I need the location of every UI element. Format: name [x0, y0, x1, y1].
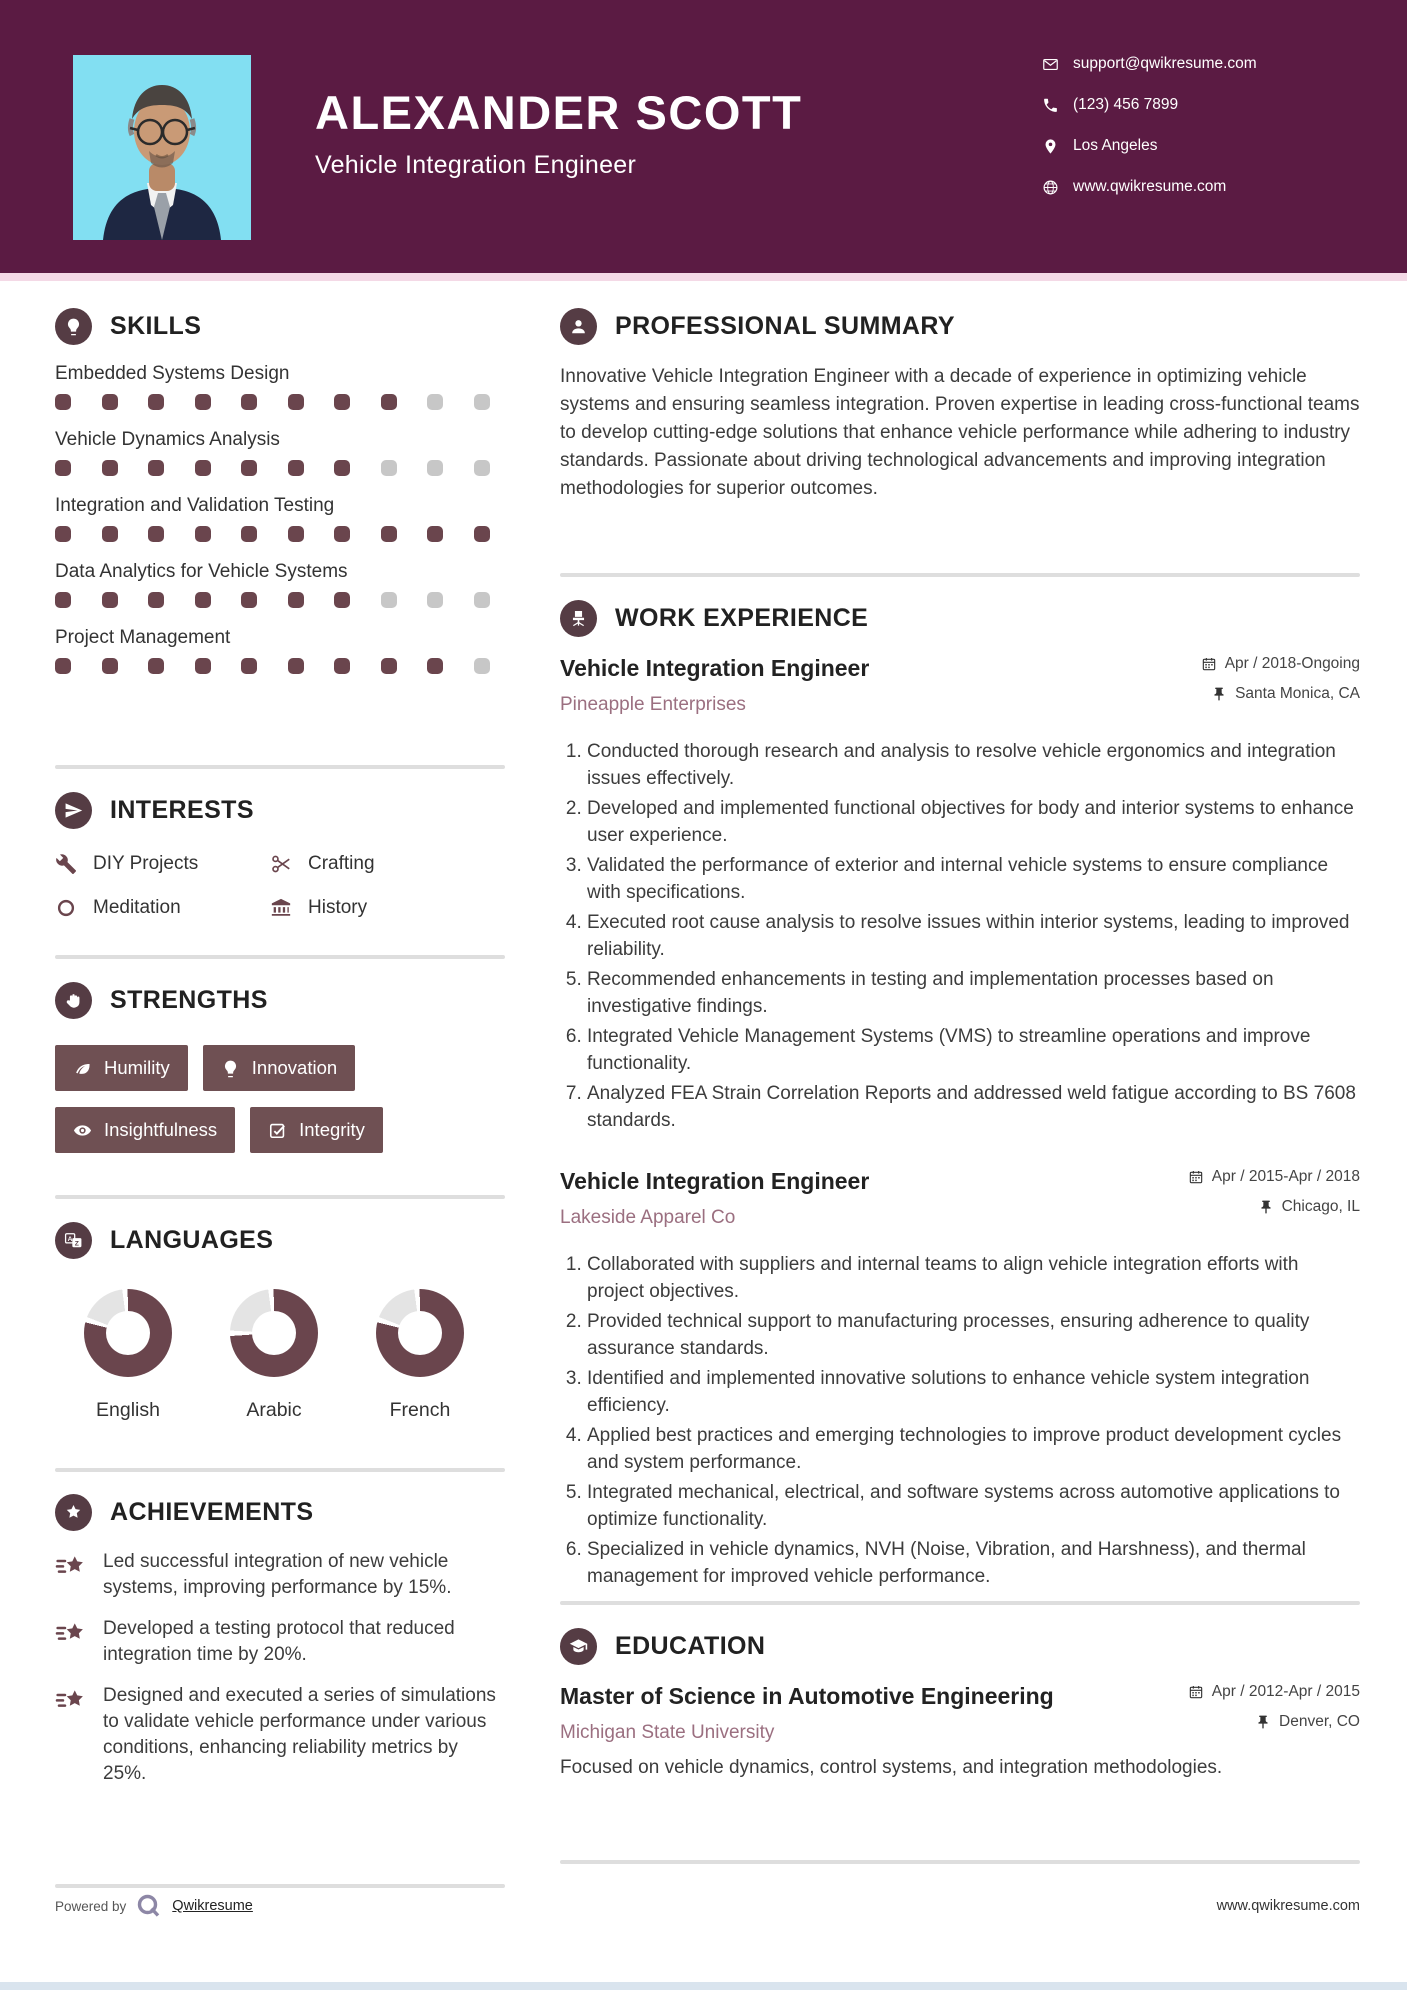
job-bullet: 5. Recommended enhancements in testing and implementation processes based on investigative findings.: [587, 966, 1360, 1020]
languages-section: [55, 1222, 505, 1422]
circle-icon: [55, 897, 77, 919]
achievement-item: [55, 1616, 505, 1668]
person-role: Vehicle Integration Engineer: [315, 151, 637, 180]
footer-website[interactable]: www.qwikresume.com: [1216, 1898, 1360, 1914]
shooting-star-icon: [55, 1551, 87, 1583]
language-donut-chart: [230, 1289, 318, 1377]
rating-dot-filled: [334, 658, 350, 674]
skill-rating: [55, 592, 490, 608]
job-company: Lakeside Apparel Co: [560, 1207, 736, 1228]
rating-dot-filled: [195, 658, 211, 674]
job-bullet: 6. Specialized in vehicle dynamics, NVH (Noise, Vibration, and Harshness), and thermal management for improved vehicle performance.: [587, 1536, 1360, 1590]
eye-icon: [73, 1121, 92, 1140]
job-bullet: 5. Integrated mechanical, electrical, and software systems across automotive applications to optimize functionality.: [587, 1479, 1360, 1533]
contact-text: (123) 456 7899: [1073, 96, 1179, 113]
rating-dot-filled: [102, 460, 118, 476]
powered-by-text: Powered by: [55, 1898, 127, 1914]
skills-section: [55, 308, 505, 693]
skill-item: [55, 627, 505, 674]
pushpin-icon: [1255, 1714, 1271, 1730]
contact-row[interactable]: [1042, 178, 1352, 196]
job-bullet: 2. Developed and implemented functional objectives for body and interior systems to enhance user experience.: [587, 795, 1360, 849]
contact-text: Los Angeles: [1073, 137, 1158, 154]
contact-row[interactable]: [1042, 55, 1352, 73]
job-title: Vehicle Integration Engineer: [560, 1168, 870, 1194]
calendar-icon: [1188, 1684, 1204, 1700]
skill-label: Data Analytics for Vehicle Systems: [55, 561, 348, 582]
skill-item: [55, 495, 505, 542]
rating-dot-filled: [334, 592, 350, 608]
job-location: Santa Monica, CA: [1201, 685, 1360, 703]
header: [0, 0, 1407, 273]
person-name: ALEXANDER SCOTT: [315, 86, 803, 139]
rating-dot-filled: [334, 526, 350, 542]
achievements-section: [55, 1494, 505, 1802]
rating-dot-filled: [288, 460, 304, 476]
globe-icon: [1042, 179, 1059, 196]
skill-rating: [55, 394, 490, 410]
rating-dot-filled: [241, 394, 257, 410]
education-school: Michigan State University: [560, 1722, 775, 1743]
scissors-icon: [270, 853, 292, 875]
rating-dot-filled: [55, 460, 71, 476]
person-icon: [569, 317, 588, 336]
summary-section: [560, 308, 1360, 503]
job-bullet-list: [560, 738, 1360, 1134]
job-entry: [560, 655, 1360, 1134]
education-location: Denver, CO: [1188, 1713, 1360, 1731]
calendar-icon: [1201, 656, 1217, 672]
interest-label: DIY Projects: [93, 853, 199, 874]
checkbox-icon: [268, 1121, 287, 1140]
language-item: [201, 1289, 347, 1422]
rating-dot-filled: [102, 658, 118, 674]
fist-icon: [64, 991, 83, 1010]
profile-photo: [73, 55, 251, 240]
svg-text:Z: Z: [74, 1240, 79, 1248]
rating-dot-empty: [381, 460, 397, 476]
rating-dot-empty: [474, 460, 490, 476]
skill-item: [55, 429, 505, 476]
rating-dot-filled: [148, 394, 164, 410]
job-bullet: 6. Integrated Vehicle Management Systems (VMS) to streamline operations and improve functionality.: [587, 1023, 1360, 1077]
language-item: [55, 1289, 201, 1422]
achievement-text: Led successful integration of new vehicle systems, improving performance by 15%.: [103, 1551, 452, 1598]
job-bullet: 2. Provided technical support to manufacturing processes, ensuring adherence to quality assurance standards.: [587, 1308, 1360, 1362]
office-chair-icon: [569, 609, 588, 628]
education-description: Focused on vehicle dynamics, control systems, and integration methodologies.: [560, 1757, 1223, 1778]
skill-label: Vehicle Dynamics Analysis: [55, 429, 280, 450]
leaf-icon: [73, 1059, 92, 1078]
pushpin-icon: [1211, 686, 1227, 702]
divider: [55, 955, 505, 959]
rating-dot-filled: [55, 658, 71, 674]
rating-dot-empty: [427, 394, 443, 410]
email-icon: [1042, 56, 1059, 73]
skill-label: Embedded Systems Design: [55, 363, 290, 384]
rating-dot-filled: [102, 394, 118, 410]
education-dates: Apr / 2012-Apr / 2015: [1188, 1683, 1360, 1701]
calendar-icon: [1188, 1169, 1204, 1185]
rating-dot-filled: [241, 592, 257, 608]
job-bullet-list: [560, 1251, 1360, 1590]
rating-dot-empty: [381, 592, 397, 608]
job-company: Pineapple Enterprises: [560, 694, 746, 715]
strength-badge: [55, 1045, 188, 1091]
job-dates: Apr / 2018-Ongoing: [1201, 655, 1360, 673]
location-pin-icon: [1042, 138, 1059, 155]
rating-dot-filled: [427, 658, 443, 674]
skill-rating: [55, 658, 490, 674]
job-title: Vehicle Integration Engineer: [560, 655, 870, 681]
page-bottom-strip: [0, 1982, 1407, 1990]
rating-dot-filled: [381, 658, 397, 674]
rating-dot-filled: [148, 592, 164, 608]
rating-dot-filled: [381, 394, 397, 410]
rating-dot-filled: [148, 526, 164, 542]
rating-dot-filled: [288, 658, 304, 674]
strength-badge: [203, 1045, 355, 1091]
rating-dot-filled: [55, 592, 71, 608]
rating-dot-filled: [241, 658, 257, 674]
divider: [55, 1195, 505, 1199]
rating-dot-empty: [427, 460, 443, 476]
rating-dot-filled: [102, 526, 118, 542]
translate-icon: [64, 1231, 83, 1250]
rating-dot-filled: [241, 526, 257, 542]
experience-section: [560, 600, 1360, 1593]
header-accent-strip: [0, 273, 1407, 281]
job-bullet: 1. Conducted thorough research and analysis to resolve vehicle ergonomics and integration issues effectively.: [587, 738, 1360, 792]
rating-dot-empty: [427, 592, 443, 608]
graduation-cap-icon: [569, 1637, 588, 1656]
achievement-text: Designed and executed a series of simulations to validate vehicle performance under various conditions, enhancing reliability metrics by 25%.: [103, 1685, 496, 1784]
job-bullet: 3. Validated the performance of exterior and internal vehicle systems to ensure compliance with specifications.: [587, 852, 1360, 906]
contact-row[interactable]: [1042, 96, 1352, 114]
job-bullet: 4. Executed root cause analysis to resolve issues within interior systems, leading to improved reliability.: [587, 909, 1360, 963]
job-entry: [560, 1168, 1360, 1590]
language-donut-chart: [376, 1289, 464, 1377]
interest-item: [270, 853, 505, 875]
summary-heading: PROFESSIONAL SUMMARY: [615, 312, 955, 340]
achievement-item: [55, 1549, 505, 1601]
interest-label: History: [308, 897, 368, 918]
contact-row[interactable]: [1042, 137, 1352, 155]
education-degree: Master of Science in Automotive Engineering: [560, 1683, 1054, 1709]
contact-text: www.qwikresume.com: [1073, 178, 1227, 195]
summary-text: Innovative Vehicle Integration Engineer with a decade of experience in optimizing vehicle systems and ensuring seamless integration. Proven expertise in leading cross-functional teams to develop cutting-edge solutions that enhance vehicle performance while adhering to industry standards. Passionate about driving technological advancements and improving integration methodologies for superior outcomes.: [560, 366, 1360, 499]
job-location: Chicago, IL: [1188, 1198, 1360, 1216]
rating-dot-filled: [55, 394, 71, 410]
achievement-text: Developed a testing protocol that reduced integration time by 20%.: [103, 1618, 455, 1665]
job-bullet: 4. Applied best practices and emerging technologies to improve product development cycles and system performance.: [587, 1422, 1360, 1476]
interest-item: [55, 853, 270, 875]
strength-label: Humility: [104, 1057, 170, 1078]
interest-label: Crafting: [308, 853, 375, 874]
rating-dot-filled: [148, 460, 164, 476]
phone-icon: [1042, 97, 1059, 114]
rating-dot-filled: [148, 658, 164, 674]
rating-dot-empty: [474, 592, 490, 608]
language-label: French: [389, 1399, 451, 1421]
rating-dot-empty: [474, 394, 490, 410]
achievements-heading: ACHIEVEMENTS: [110, 1498, 314, 1526]
language-donut-chart: [84, 1289, 172, 1377]
interest-label: Meditation: [93, 897, 181, 918]
languages-heading: LANGUAGES: [110, 1226, 274, 1254]
interests-heading: INTERESTS: [110, 796, 254, 824]
lightbulb-icon: [64, 317, 83, 336]
interests-section: [55, 792, 505, 919]
language-label: Arabic: [246, 1399, 302, 1421]
strength-badge: [250, 1107, 383, 1153]
star-icon: [64, 1503, 83, 1522]
strengths-heading: STRENGTHS: [110, 986, 268, 1014]
language-item: [347, 1289, 493, 1422]
skills-heading: SKILLS: [110, 312, 202, 340]
rating-dot-filled: [427, 526, 443, 542]
divider: [55, 765, 505, 769]
contact-list: [1042, 55, 1352, 219]
skill-label: Project Management: [55, 627, 231, 648]
job-dates: Apr / 2015-Apr / 2018: [1188, 1168, 1360, 1186]
rating-dot-empty: [474, 658, 490, 674]
rating-dot-filled: [474, 526, 490, 542]
interest-item: [55, 897, 270, 919]
skill-label: Integration and Validation Testing: [55, 495, 335, 516]
rating-dot-filled: [288, 394, 304, 410]
rating-dot-filled: [195, 592, 211, 608]
wrench-icon: [55, 853, 77, 875]
experience-heading: WORK EXPERIENCE: [615, 604, 869, 632]
job-bullet: 7. Analyzed FEA Strain Correlation Reports and addressed weld fatigue according to BS 7608 standards.: [587, 1080, 1360, 1134]
strength-label: Insightfulness: [104, 1119, 218, 1140]
rating-dot-filled: [288, 526, 304, 542]
skill-rating: [55, 526, 490, 542]
divider: [560, 1860, 1360, 1864]
svg-text:A: A: [67, 1235, 73, 1243]
rating-dot-filled: [195, 526, 211, 542]
rating-dot-filled: [241, 460, 257, 476]
paper-plane-icon: [64, 801, 83, 820]
footer-powered-by: [55, 1893, 253, 1919]
skill-item: [55, 561, 505, 608]
rating-dot-filled: [195, 394, 211, 410]
rating-dot-filled: [288, 592, 304, 608]
divider: [560, 573, 1360, 577]
lightbulb-icon: [221, 1059, 240, 1078]
rating-dot-filled: [334, 394, 350, 410]
shooting-star-icon: [55, 1618, 87, 1650]
rating-dot-filled: [334, 460, 350, 476]
divider: [55, 1884, 505, 1888]
rating-dot-filled: [195, 460, 211, 476]
job-bullet: 1. Collaborated with suppliers and internal teams to align vehicle integration efforts with project objectives.: [587, 1251, 1360, 1305]
pushpin-icon: [1258, 1199, 1274, 1215]
strength-label: Integrity: [299, 1119, 365, 1140]
q-logo-icon: [136, 1893, 162, 1919]
job-bullet: 3. Identified and implemented innovative solutions to enhance vehicle system integration efficiency.: [587, 1365, 1360, 1419]
skill-item: [55, 363, 505, 410]
skill-rating: [55, 460, 490, 476]
rating-dot-filled: [102, 592, 118, 608]
strengths-section: [55, 982, 505, 1153]
achievement-item: [55, 1683, 505, 1787]
divider: [560, 1601, 1360, 1605]
divider: [55, 1468, 505, 1472]
interest-item: [270, 897, 505, 919]
education-heading: EDUCATION: [615, 1632, 766, 1660]
rating-dot-filled: [381, 526, 397, 542]
qwikresume-link[interactable]: Qwikresume: [172, 1898, 253, 1914]
education-section: [560, 1628, 1360, 1782]
museum-icon: [270, 897, 292, 919]
language-label: English: [96, 1399, 160, 1421]
contact-text: support@qwikresume.com: [1073, 55, 1257, 72]
strength-label: Innovation: [251, 1057, 338, 1078]
strength-badge: [55, 1107, 235, 1153]
rating-dot-filled: [55, 526, 71, 542]
shooting-star-icon: [55, 1685, 87, 1717]
